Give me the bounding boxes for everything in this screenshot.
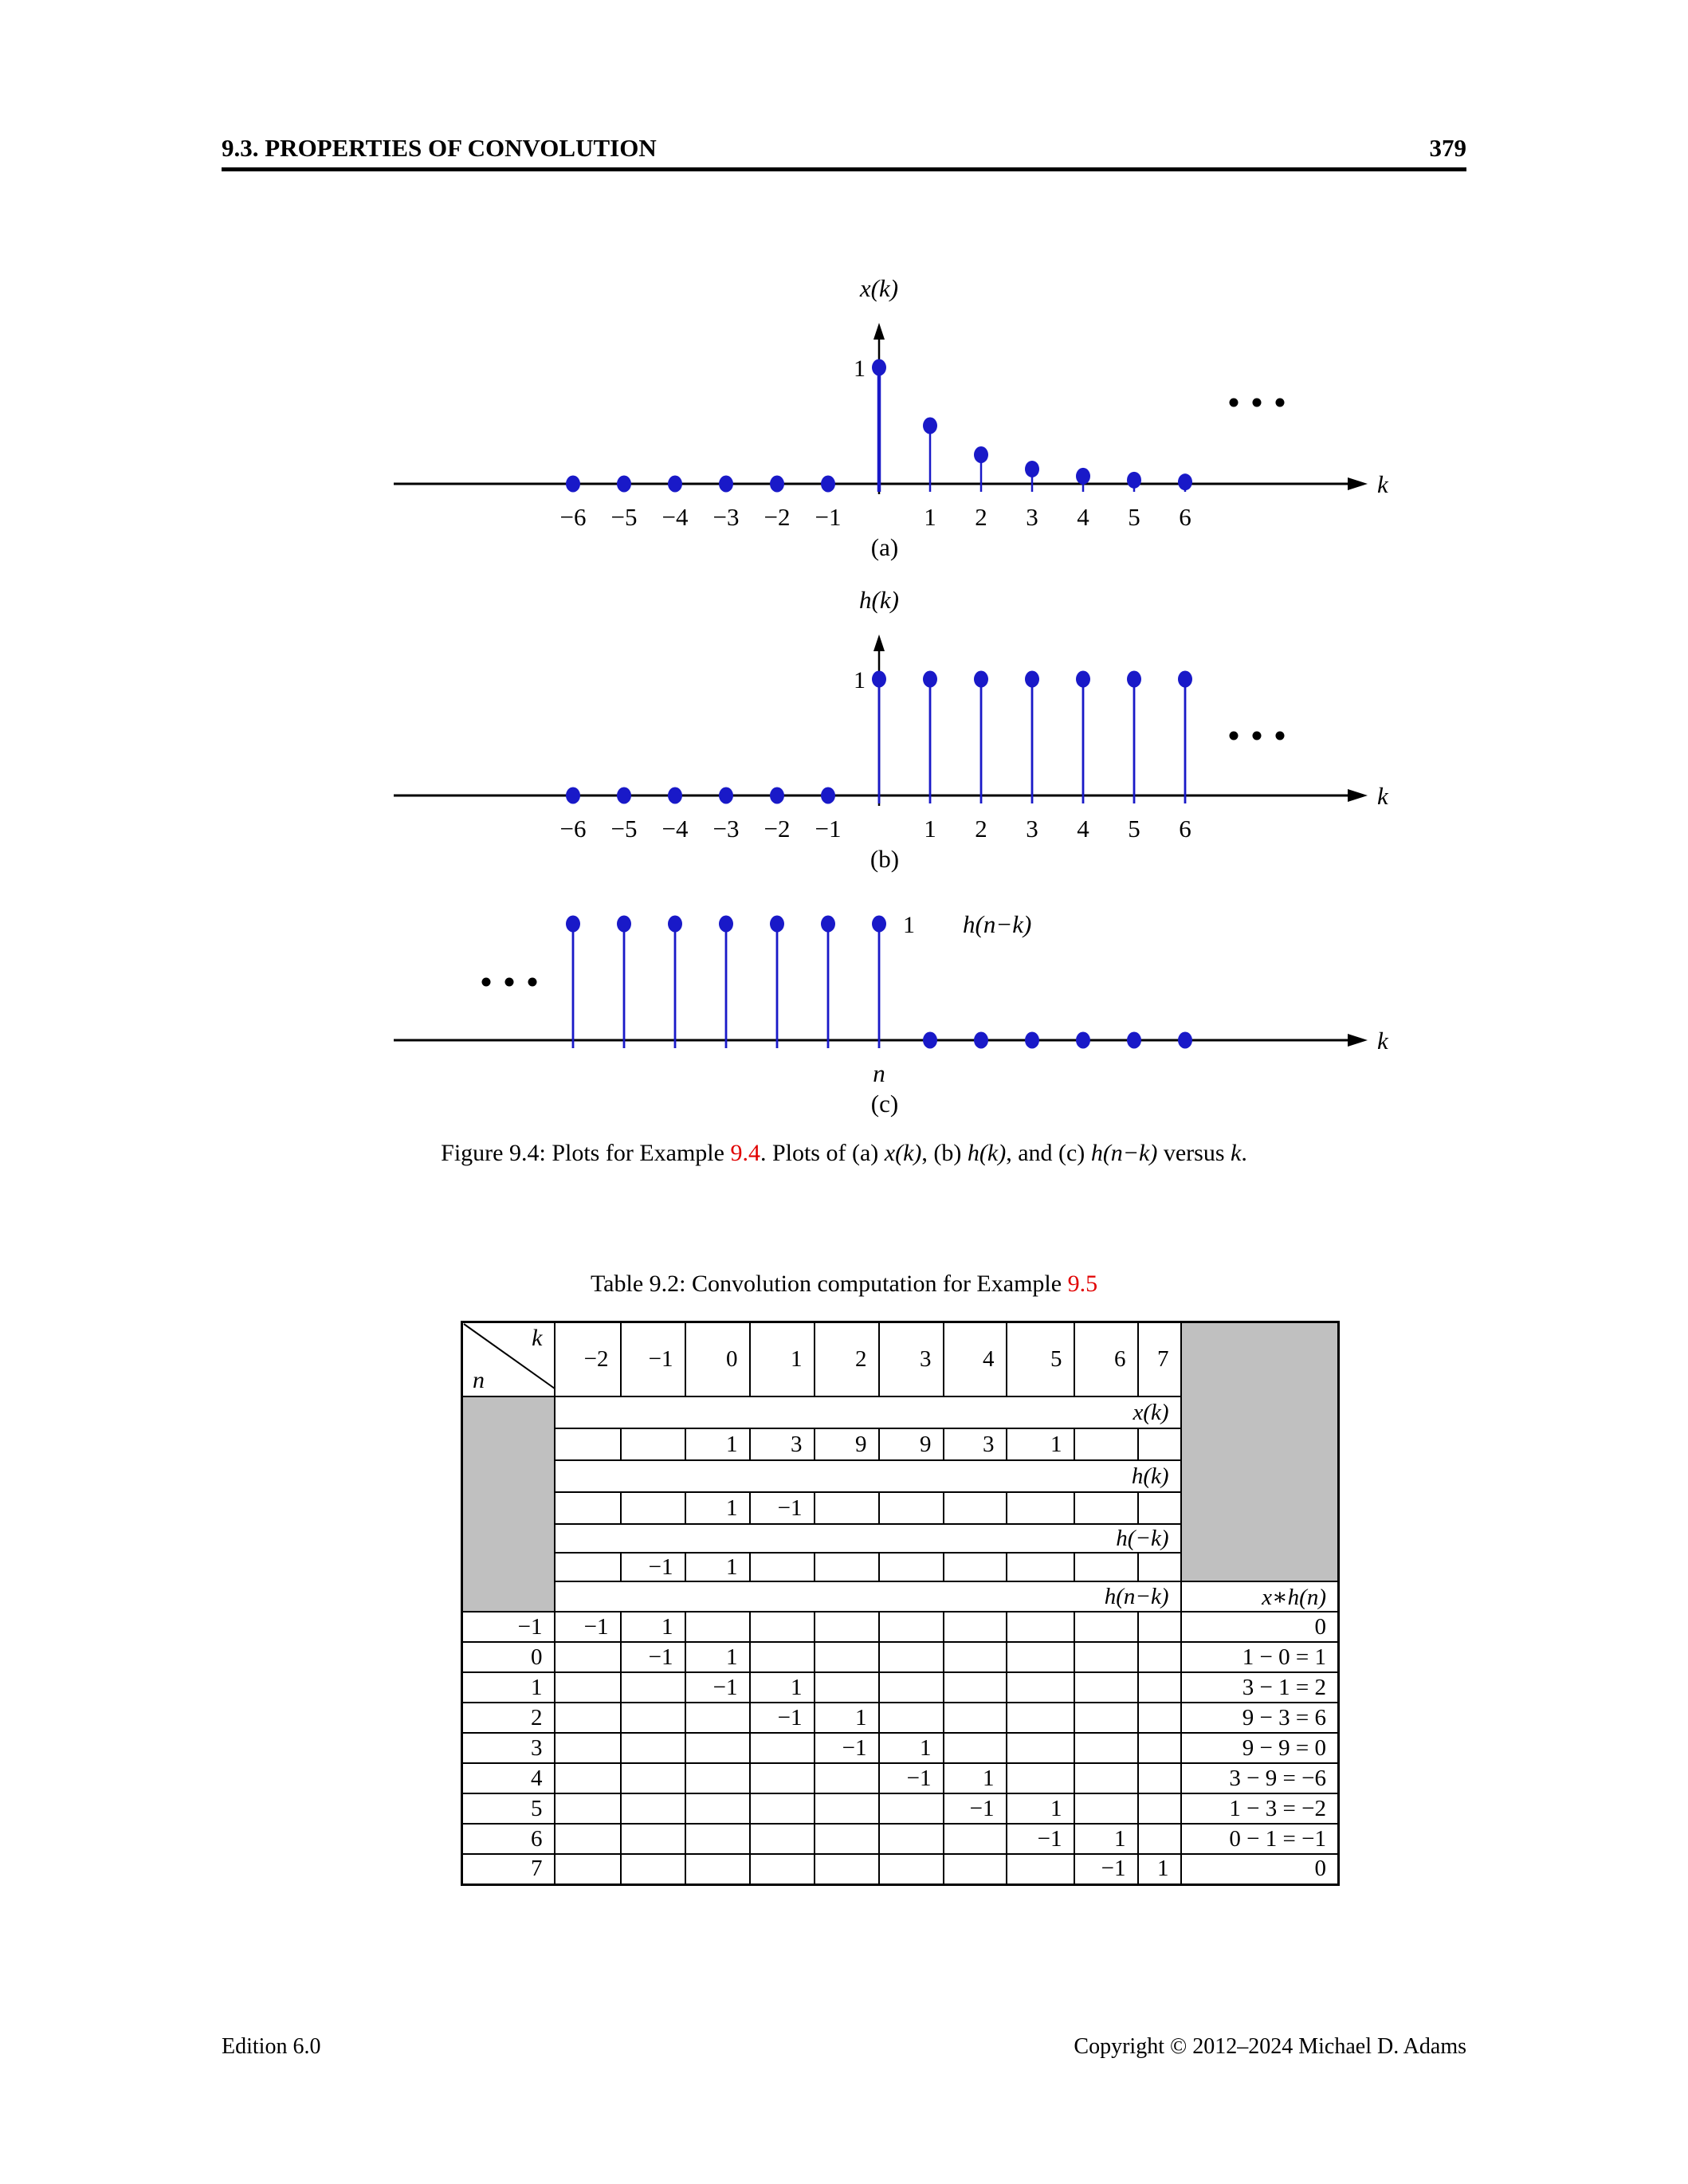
shift-n-label: n <box>873 1059 885 1087</box>
math-token: k <box>1231 1140 1242 1166</box>
table-cell <box>1138 1612 1181 1642</box>
table-cell <box>1007 1492 1074 1524</box>
zero-sample-dot <box>566 476 580 493</box>
copyright-label: Copyright © 2012–2024 Michael D. Adams <box>1074 2034 1466 2059</box>
sample-dot <box>974 446 988 463</box>
sample-dot <box>974 671 988 688</box>
tick-label: 4 <box>1077 815 1089 843</box>
unit-value-label: 1 <box>854 667 866 693</box>
zero-sample-dot <box>770 788 784 804</box>
result-cell: 3 − 9 = −6 <box>1181 1763 1339 1793</box>
sample-dot <box>923 418 937 434</box>
table-cell <box>944 1733 1007 1763</box>
tick-label: −4 <box>661 815 689 843</box>
corner-k-label: k <box>532 1325 543 1351</box>
table-cell <box>1074 1428 1138 1460</box>
table-cell <box>1007 1854 1074 1884</box>
x-axis-label: k <box>1377 782 1388 810</box>
x-axis-arrow-icon <box>1348 477 1368 490</box>
subfigure-caption: (c) <box>870 1090 899 1118</box>
n-value-cell: 7 <box>462 1854 555 1884</box>
table-cell: 1 <box>1007 1793 1074 1824</box>
n-value-cell: 4 <box>462 1763 555 1793</box>
table-cell <box>815 1642 879 1672</box>
table-cell <box>879 1642 944 1672</box>
table-cell <box>879 1854 944 1884</box>
table-cell <box>879 1672 944 1703</box>
table-cell: 1 <box>815 1703 879 1733</box>
table-cell <box>944 1672 1007 1703</box>
tick-label: −5 <box>610 815 638 843</box>
unit-value-label: 1 <box>903 912 915 938</box>
result-cell: 9 − 9 = 0 <box>1181 1733 1339 1763</box>
table-cell <box>621 1854 685 1884</box>
k-header-cell: 0 <box>685 1322 750 1397</box>
table-cell: 1 <box>1138 1854 1181 1884</box>
x-axis-arrow-icon <box>1348 789 1368 802</box>
table-cell <box>879 1824 944 1854</box>
gray-block-right <box>1181 1322 1339 1582</box>
table-cell <box>1007 1703 1074 1733</box>
table-cell <box>815 1793 879 1824</box>
table-cell <box>685 1854 750 1884</box>
table-cell <box>750 1854 815 1884</box>
zero-sample-dot <box>668 476 682 493</box>
table-cell <box>555 1553 621 1581</box>
zero-sample-dot <box>617 788 631 804</box>
table-cell <box>1138 1824 1181 1854</box>
table-cell: 1 <box>944 1763 1007 1793</box>
x-axis-label: k <box>1377 470 1388 498</box>
ellipsis-dot <box>1276 732 1285 740</box>
table-cell <box>815 1492 879 1524</box>
tick-label: −3 <box>712 503 740 531</box>
result-cell: 1 − 3 = −2 <box>1181 1793 1339 1824</box>
table-cell: 1 <box>750 1672 815 1703</box>
gray-block-left <box>462 1396 555 1612</box>
result-cell: 0 <box>1181 1854 1339 1884</box>
table-cell <box>815 1854 879 1884</box>
tick-label: −6 <box>559 815 587 843</box>
n-value-cell: 5 <box>462 1793 555 1824</box>
table-cell <box>1138 1763 1181 1793</box>
zero-sample-dot <box>617 476 631 493</box>
tick-label: 1 <box>924 503 936 531</box>
table-cell <box>1074 1733 1138 1763</box>
table-cell <box>750 1793 815 1824</box>
ellipsis-dot <box>1230 732 1239 740</box>
section-label: x(k) <box>555 1396 1181 1428</box>
tick-label: −1 <box>815 815 842 843</box>
ellipsis-dot <box>1253 732 1262 740</box>
table-cell <box>879 1492 944 1524</box>
table-cell <box>685 1763 750 1793</box>
table-cell: 1 <box>685 1642 750 1672</box>
table-cell <box>621 1733 685 1763</box>
section-label: h(k) <box>555 1460 1181 1492</box>
y-axis-arrow-icon <box>873 323 885 340</box>
function-label: x(k) <box>859 274 899 302</box>
table-cell <box>1138 1428 1181 1460</box>
header-rule <box>222 167 1466 171</box>
zero-sample-dot <box>770 476 784 493</box>
table-cell <box>685 1793 750 1824</box>
section-label: h(n−k) <box>555 1581 1181 1612</box>
corner-n-label: n <box>473 1367 485 1393</box>
sample-dot <box>923 671 937 688</box>
table-cell <box>944 1703 1007 1733</box>
tick-label: 2 <box>975 815 987 843</box>
x-axis-arrow-icon <box>1348 1034 1368 1047</box>
zero-sample-dot <box>821 788 835 804</box>
tick-label: 3 <box>1026 503 1038 531</box>
table-cell <box>1074 1672 1138 1703</box>
sample-dot <box>566 916 580 933</box>
table-cell: −1 <box>750 1492 815 1524</box>
figure-caption: Figure 9.4: Plots for Example 9.4. Plots of (a) x(k), (b) h(k), and (c) h(n−k) versus k. <box>441 1140 1247 1166</box>
sample-dot <box>821 916 835 933</box>
table-cell <box>555 1492 621 1524</box>
table-cell: −1 <box>685 1672 750 1703</box>
edition-label: Edition 6.0 <box>222 2034 321 2059</box>
table-cell <box>1074 1492 1138 1524</box>
table-cell <box>621 1492 685 1524</box>
zero-sample-dot <box>1076 1032 1090 1049</box>
zero-sample-dot <box>1127 1032 1141 1049</box>
tick-label: −4 <box>661 503 689 531</box>
table-cell <box>555 1733 621 1763</box>
sample-dot <box>1025 671 1039 688</box>
subfigure-caption: (a) <box>870 533 899 561</box>
table-cell <box>1138 1793 1181 1824</box>
zero-sample-dot <box>1178 1032 1192 1049</box>
conv-table <box>461 1321 1340 1886</box>
table-cell <box>1138 1672 1181 1703</box>
table-wrapper <box>461 1321 1340 1886</box>
zero-sample-dot <box>821 476 835 493</box>
sample-dot <box>872 916 886 933</box>
k-header-cell: −2 <box>555 1322 621 1397</box>
n-value-cell: −1 <box>462 1612 555 1642</box>
ellipsis-dot <box>482 978 491 987</box>
section-label: h(−k) <box>555 1524 1181 1553</box>
table-cell <box>555 1854 621 1884</box>
table-title: Table 9.2: Convolution computation for Example 9.5 <box>590 1271 1098 1297</box>
table-cell: 1 <box>621 1612 685 1642</box>
running-header <box>222 134 1466 163</box>
table-cell <box>621 1763 685 1793</box>
sample-dot <box>1127 671 1141 688</box>
n-value-cell: 6 <box>462 1824 555 1854</box>
table-cell: 1 <box>879 1733 944 1763</box>
result-cell: 1 − 0 = 1 <box>1181 1642 1339 1672</box>
table-cell <box>1007 1733 1074 1763</box>
table-cell <box>750 1824 815 1854</box>
math-token: x(k) <box>884 1140 922 1166</box>
table-cell <box>1074 1763 1138 1793</box>
table-cell <box>1007 1672 1074 1703</box>
table-cell <box>1074 1553 1138 1581</box>
sample-dot <box>668 916 682 933</box>
sample-dot <box>1076 468 1090 485</box>
table-cell <box>944 1642 1007 1672</box>
unit-value-label: 1 <box>854 355 866 382</box>
result-header-cell: x∗h(n) <box>1181 1581 1339 1612</box>
table-cell <box>815 1612 879 1642</box>
table-cell <box>621 1824 685 1854</box>
table-cell <box>1007 1763 1074 1793</box>
ellipsis-dot <box>505 978 514 987</box>
table-cell: −1 <box>750 1703 815 1733</box>
corner-cell <box>462 1322 555 1397</box>
table-cell <box>815 1672 879 1703</box>
table-cell <box>944 1824 1007 1854</box>
n-value-cell: 2 <box>462 1703 555 1733</box>
table-cell: 1 <box>1074 1824 1138 1854</box>
table-cell <box>1074 1642 1138 1672</box>
zero-sample-dot <box>566 788 580 804</box>
table-cell <box>879 1553 944 1581</box>
table-cell <box>555 1763 621 1793</box>
table-cell: −1 <box>555 1612 621 1642</box>
result-cell: 0 <box>1181 1612 1339 1642</box>
tick-label: −5 <box>610 503 638 531</box>
result-cell: 3 − 1 = 2 <box>1181 1672 1339 1703</box>
table-cell <box>1007 1612 1074 1642</box>
tick-label: 5 <box>1128 503 1140 531</box>
table-cell: −1 <box>1007 1824 1074 1854</box>
tick-label: 1 <box>924 815 936 843</box>
zero-sample-dot <box>719 788 733 804</box>
table-cell <box>621 1703 685 1733</box>
n-value-cell: 1 <box>462 1672 555 1703</box>
table-cell <box>1074 1793 1138 1824</box>
table-cell: −1 <box>621 1642 685 1672</box>
page-number: 379 <box>1429 134 1466 162</box>
sample-dot <box>1178 671 1192 688</box>
n-value-cell: 0 <box>462 1642 555 1672</box>
table-cell <box>750 1612 815 1642</box>
table-cell <box>685 1703 750 1733</box>
table-cell <box>1138 1553 1181 1581</box>
table-cell <box>555 1703 621 1733</box>
sample-dot <box>1025 461 1039 477</box>
table-cell <box>685 1824 750 1854</box>
table-cell <box>750 1763 815 1793</box>
table-cell <box>944 1854 1007 1884</box>
sample-dot <box>872 671 886 688</box>
table-cell <box>1074 1612 1138 1642</box>
k-header-cell: 6 <box>1074 1322 1138 1397</box>
zero-sample-dot <box>668 788 682 804</box>
table-cell <box>1007 1642 1074 1672</box>
tick-label: 3 <box>1026 815 1038 843</box>
sample-dot <box>617 916 631 933</box>
table-cell <box>1138 1492 1181 1524</box>
k-header-cell: 7 <box>1138 1322 1181 1397</box>
k-header-cell: 1 <box>750 1322 815 1397</box>
tick-label: −2 <box>764 815 791 843</box>
table-cell <box>1138 1733 1181 1763</box>
sample-dot <box>1178 473 1192 490</box>
table-cell: −1 <box>1074 1854 1138 1884</box>
zero-sample-dot <box>1025 1032 1039 1049</box>
table-cell <box>621 1672 685 1703</box>
zero-sample-dot <box>974 1032 988 1049</box>
tick-label: 5 <box>1128 815 1140 843</box>
example-ref-link[interactable]: 9.5 <box>1067 1271 1098 1297</box>
table-cell: 3 <box>944 1428 1007 1460</box>
ellipsis-dot <box>1276 399 1285 407</box>
table-cell <box>815 1763 879 1793</box>
k-header-cell: 5 <box>1007 1322 1074 1397</box>
result-cell: 0 − 1 = −1 <box>1181 1824 1339 1854</box>
table-cell <box>750 1553 815 1581</box>
table-cell <box>879 1703 944 1733</box>
table-cell <box>944 1612 1007 1642</box>
tick-label: −3 <box>712 815 740 843</box>
result-cell: 9 − 3 = 6 <box>1181 1703 1339 1733</box>
table-cell <box>879 1793 944 1824</box>
table-cell <box>621 1428 685 1460</box>
tick-label: −6 <box>559 503 587 531</box>
table-cell: 9 <box>879 1428 944 1460</box>
table-cell <box>555 1824 621 1854</box>
table-cell <box>1007 1553 1074 1581</box>
ellipsis-dot <box>528 978 537 987</box>
table-cell <box>750 1642 815 1672</box>
table-cell: −1 <box>815 1733 879 1763</box>
table-cell <box>815 1553 879 1581</box>
ellipsis-dot <box>1253 399 1262 407</box>
table-cell <box>944 1492 1007 1524</box>
table-cell <box>1074 1703 1138 1733</box>
table-cell: 1 <box>685 1492 750 1524</box>
tick-label: −2 <box>764 503 791 531</box>
table-cell <box>555 1428 621 1460</box>
table-cell <box>750 1733 815 1763</box>
table-cell <box>621 1793 685 1824</box>
x-axis-label: k <box>1377 1027 1388 1055</box>
table-cell <box>879 1612 944 1642</box>
table-cell <box>555 1793 621 1824</box>
function-label: h(k) <box>859 586 899 614</box>
math-token: h(n−k) <box>1090 1140 1158 1166</box>
table-cell <box>685 1733 750 1763</box>
table-cell <box>685 1612 750 1642</box>
tick-label: 2 <box>975 503 987 531</box>
sample-dot <box>719 916 733 933</box>
conv-table-body <box>462 1322 1339 1885</box>
table-cell: 9 <box>815 1428 879 1460</box>
sample-dot <box>1127 472 1141 489</box>
tick-label: 4 <box>1077 503 1089 531</box>
table-cell <box>815 1824 879 1854</box>
tick-label: 6 <box>1179 815 1191 843</box>
k-header-cell: 3 <box>879 1322 944 1397</box>
tick-label: −1 <box>815 503 842 531</box>
table-cell: −1 <box>944 1793 1007 1824</box>
y-axis-arrow-icon <box>873 634 885 651</box>
page-footer <box>222 2034 1466 2060</box>
k-header-cell: 2 <box>815 1322 879 1397</box>
table-cell <box>1138 1642 1181 1672</box>
k-header-cell: −1 <box>621 1322 685 1397</box>
figure-9-4-plots <box>367 263 1451 1148</box>
section-heading: 9.3. PROPERTIES OF CONVOLUTION <box>222 134 657 162</box>
tick-label: 6 <box>1179 503 1191 531</box>
table-cell: 1 <box>1007 1428 1074 1460</box>
table-cell <box>555 1672 621 1703</box>
ellipsis-dot <box>1230 399 1239 407</box>
table-cell <box>944 1553 1007 1581</box>
n-value-cell: 3 <box>462 1733 555 1763</box>
table-cell: 3 <box>750 1428 815 1460</box>
function-label: h(n−k) <box>963 910 1032 938</box>
zero-sample-dot <box>719 476 733 493</box>
example-ref-link[interactable]: 9.4 <box>730 1140 760 1166</box>
sample-dot <box>872 359 886 376</box>
table-cell <box>1138 1703 1181 1733</box>
table-cell: 1 <box>685 1428 750 1460</box>
subfigure-caption: (b) <box>870 845 900 873</box>
zero-sample-dot <box>923 1032 937 1049</box>
sample-dot <box>1076 671 1090 688</box>
table-cell: −1 <box>621 1553 685 1581</box>
k-header-cell: 4 <box>944 1322 1007 1397</box>
math-token: h(k) <box>967 1140 1007 1166</box>
sample-dot <box>770 916 784 933</box>
table-cell: −1 <box>879 1763 944 1793</box>
table-cell: 1 <box>685 1553 750 1581</box>
table-cell <box>555 1642 621 1672</box>
